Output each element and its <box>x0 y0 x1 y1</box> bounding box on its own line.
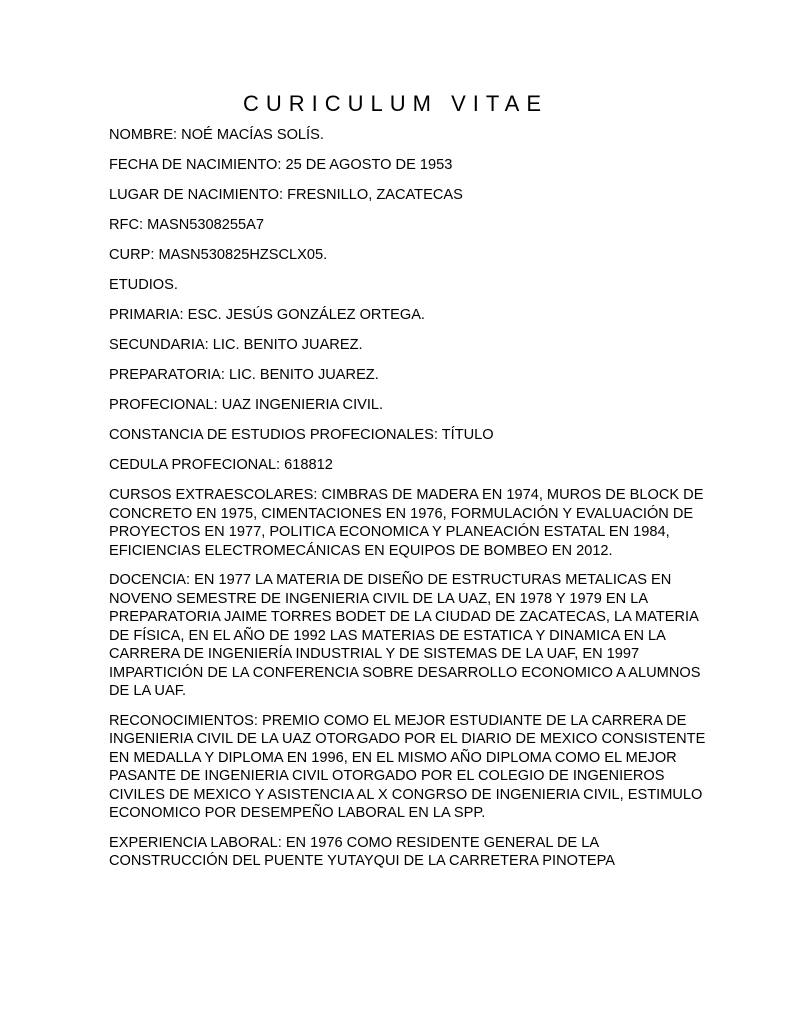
high-school-line: PREPARATORIA: LIC. BENITO JUAREZ. <box>109 367 379 383</box>
document-title: CURICULUM VITAE <box>242 91 549 116</box>
experience-paragraph: EXPERIENCIA LABORAL: EN 1976 COMO RESIDENTE GENERAL DE LA CONSTRUCCIÓN DEL PUENTE YUTAYQUI DE LA CARRETERA PINOTEPA <box>109 834 616 869</box>
document-body <box>109 126 709 882</box>
degree-line: CONSTANCIA DE ESTUDIOS PROFECIONALES: TÍTULO <box>109 427 494 443</box>
primary-school-line: PRIMARIA: ESC. JESÚS GONZÁLEZ ORTEGA. <box>109 307 425 323</box>
teaching-paragraph: DOCENCIA: EN 1977 LA MATERIA DE DISEÑO DE ESTRUCTURAS METALICAS EN NOVENO SEMESTRE DE INGENIERIA CIVIL DE LA UAZ, EN 1978 Y 1979 EN LA PREPARATORIA JAIME TORRES BODET DE LA CIUDAD DE ZACATECAS, LA MATERIA DE FÍSICA, EN EL AÑO DE 1992 LAS MATERIAS DE ESTATICA Y DINAMICA EN LA CARRERA DE INGENIERÍA INDUSTRIAL Y DE SISTEMAS DE LA UAF, EN 1997 IMPARTICIÓN DE LA CONFERENCIA SOBRE DESARROLLO ECONOMICO A ALUMNOS DE LA UAF. <box>109 572 701 699</box>
courses-paragraph: CURSOS EXTRAESCOLARES: CIMBRAS DE MADERA EN 1974, MUROS DE BLOCK DE CONCRETO EN 1975, CIMENTACIONES EN 1976, FORMULACIÓN Y EVALUACIÓN DE PROYECTOS EN 1977, POLITICA ECONOMICA Y PLANEACIÓN ESTATAL EN 1984, EFICIENCIAS ELECTROMECÁNICAS EN EQUIPOS DE BOMBEO EN 2012. <box>109 487 704 559</box>
awards-paragraph: RECONOCIMIENTOS: PREMIO COMO EL MEJOR ESTUDIANTE DE LA CARRERA DE INGENIERIA CIVIL DE LA UAZ OTORGADO POR EL DIARIO DE MEXICO CONSISTENTE EN MEDALLA Y DIPLOMA EN 1996, EN EL MISMO AÑO DIPLOMA COMO EL MEJOR PASANTE DE INGENIERIA CIVIL OTORGADO POR EL COLEGIO DE INGENIEROS CIVILES DE MEXICO Y ASISTENCIA AL X CONGRSO DE INGENIERIA CIVIL, ESTIMULO ECONOMICO POR DESEMPEÑO LABORAL EN LA SPP. <box>109 712 706 821</box>
license-line: CEDULA PROFECIONAL: 618812 <box>109 457 333 473</box>
birth-place-line: LUGAR DE NACIMIENTO: FRESNILLO, ZACATECAS <box>109 187 463 203</box>
studies-heading: ETUDIOS. <box>109 277 178 293</box>
curp-line: CURP: MASN530825HZSCLX05. <box>109 247 328 263</box>
professional-line: PROFECIONAL: UAZ INGENIERIA CIVIL. <box>109 397 384 413</box>
secondary-school-line: SECUNDARIA: LIC. BENITO JUAREZ. <box>109 337 363 353</box>
rfc-line: RFC: MASN5308255A7 <box>109 217 264 233</box>
name-line: NOMBRE: NOÉ MACÍAS SOLÍS. <box>109 127 324 143</box>
birth-date-line: FECHA DE NACIMIENTO: 25 DE AGOSTO DE 1953 <box>109 157 453 173</box>
